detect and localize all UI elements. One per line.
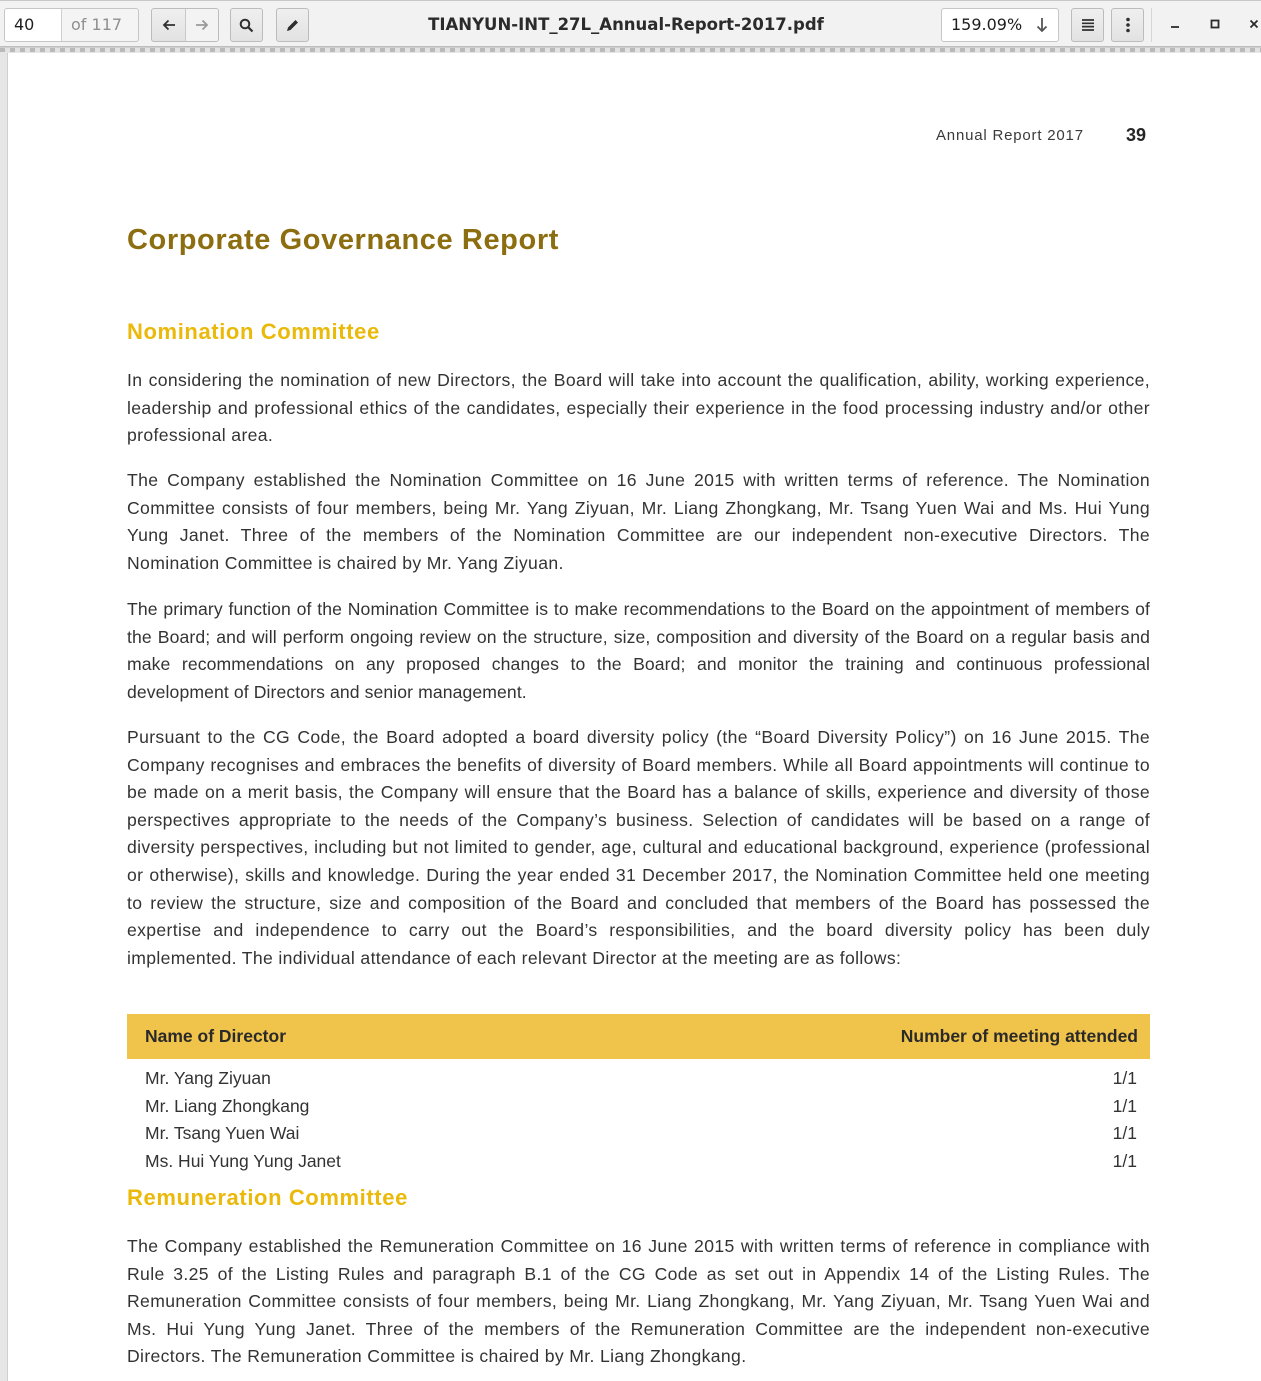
sidebar-toggle-button[interactable] [1072,9,1103,41]
pencil-icon [285,18,300,33]
section-heading-remuneration: Remuneration Committee [127,1185,408,1210]
search-button-wrap [230,8,263,42]
close-icon [1249,19,1259,29]
arrow-right-icon [195,18,209,32]
zoom-level: 159.09% [951,15,1023,34]
meetings-attended: 1/1 [1112,1095,1137,1116]
kebab-menu-icon [1125,17,1131,33]
meetings-attended: 1/1 [1112,1123,1137,1143]
table-row [127,1065,1150,1093]
page-total-label: of 117 [71,15,123,34]
page-separator [0,47,1261,52]
sidebar-toggle-wrap [1071,8,1104,42]
maximize-button[interactable] [1202,11,1228,37]
arrow-left-icon [162,18,176,32]
search-button[interactable] [231,9,262,41]
paragraph: In considering the nomination of new Directors, the Board will take into account the qualification, ability, working experience, leadership and professional ethics of the candidates, especially their experience in the food processing industry and/or other professional area. [127,370,1150,446]
meetings-attended: 1/1 [1112,1150,1137,1171]
table-row [127,1148,1150,1176]
document-title: TIANYUN-INT_27L_Annual-Report-2017.pdf [428,15,824,34]
paragraph: The Company established the Remuneration Committee on 16 June 2015 with written terms of reference in compliance with Rule 3.25 of the Listing Rules and paragraph B.1 of the CG Code as set out in Appendix 14 of the Listing Rules. The Remuneration Committee consists of four members, being Mr. Liang Zhongkang, Mr. Yang Ziyuan, Mr. Tsang Yuen Wai and Ms. Hui Yung Yung Janet. Three of the members of the Remuneration Committee are the independent non-executive Directors. The Remuneration Committee is chaired by Mr. Liang Zhongkang. [127,1236,1150,1367]
zoom-selector[interactable] [941,8,1059,42]
minimize-button[interactable] [1162,11,1188,37]
menu-button-wrap [1111,8,1144,42]
next-page-button[interactable] [185,9,218,41]
previous-page-button[interactable] [152,9,185,41]
table-row [127,1093,1150,1121]
page-number: 39 [1126,125,1147,145]
minimize-icon [1170,19,1180,29]
viewer-toolbar [0,0,1261,47]
running-header: Annual Report 2017 [936,127,1084,144]
attendance-table [127,1014,1150,1175]
search-icon [239,18,254,33]
annotate-button-wrap [276,8,309,42]
page-nav-buttons [151,8,219,42]
annotate-button[interactable] [277,9,308,41]
table-body [127,1059,1150,1175]
director-name: Ms. Hui Yung Yung Janet [145,1150,341,1171]
section-heading-nomination: Nomination Committee [127,319,380,344]
page-title: Corporate Governance Report [127,224,559,256]
arrow-down-icon [1035,17,1049,33]
column-header-name: Name of Director [145,1026,287,1046]
menu-button[interactable] [1112,9,1143,41]
paragraph: The primary function of the Nomination Committee is to make recommendations to the Board on the appointment of members of the Board; and will perform ongoing review on the structure, size, composition and diversity of the Board on a regular basis and make recommendations on any proposed changes to the Board; and monitor the training and continuous professional development of Directors and senior management. [127,599,1150,702]
director-name: Mr. Tsang Yuen Wai [145,1123,300,1143]
maximize-icon [1210,19,1220,29]
meetings-attended: 1/1 [1112,1068,1137,1088]
column-header-attendance: Number of meeting attended [900,1026,1138,1046]
page-number-input[interactable]: 40 [5,9,62,41]
hamburger-icon [1081,18,1095,32]
paragraph: Pursuant to the CG Code, the Board adopted a board diversity policy (the “Board Diversity Policy”) on 16 June 2015. The Company recognises and embraces the benefits of diversity of Board members. While all Board appointments will continue to be made on a merit basis, the Company will ensure that the Board has a balance of skills, experience and diversity of those perspectives appropriate to the needs of the Company’s business. Selection of candidates will be based on a range of diversity perspectives, including but not limited to gender, age, cultural and educational background, experience (professional or otherwise), skills and knowledge. During the year ended 31 December 2017, the Nomination Committee held one meeting to review the structure, size and composition of the Board and concluded that members of the Board has possessed the expertise and independence to carry out the Board’s responsibilities, and the board diversity policy has been duly implemented. The individual attendance of each relevant Director at the meeting are as follows: [127,727,1150,968]
director-name: Mr. Liang Zhongkang [145,1095,310,1116]
page-navigator [4,8,139,42]
table-header [127,1014,1150,1059]
table-row [127,1120,1150,1148]
close-button[interactable] [1241,11,1261,37]
paragraph: The Company established the Nomination Committee on 16 June 2015 with written terms of reference. The Nomination Committee consists of four members, being Mr. Yang Ziyuan, Mr. Liang Zhongkang, Mr. Tsang Yuen Wai and Ms. Hui Yung Yung Janet. Three of the members of the Nomination Committee are our independent non-executive Directors. The Nomination Committee is chaired by Mr. Yang Ziyuan. [127,470,1150,573]
toolbar-separator [1151,8,1152,42]
director-name: Mr. Yang Ziyuan [145,1068,271,1088]
